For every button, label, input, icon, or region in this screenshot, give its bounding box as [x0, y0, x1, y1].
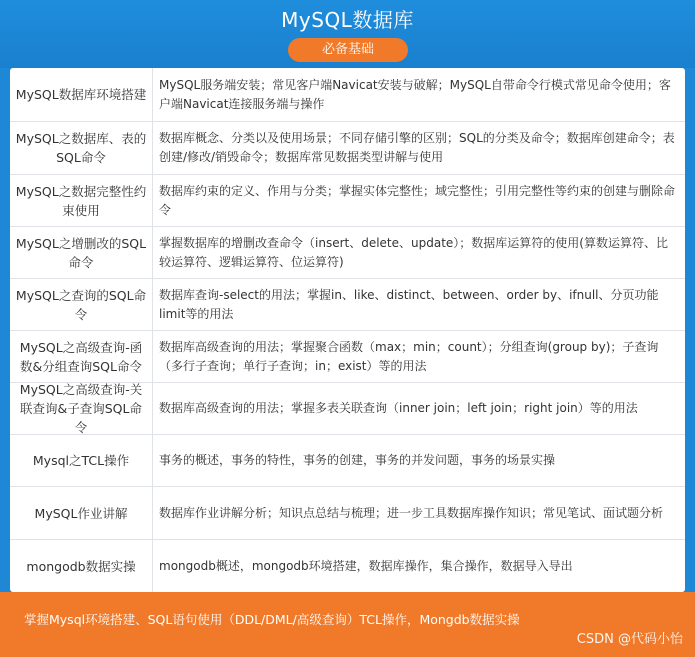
content-cell: MySQL服务端安装；常见客户端Navicat安装与破解；MySQL自带命令行模式常见命令使用；客户端Navicat连接服务端与操作 [159, 77, 671, 111]
summary-text: 掌握Mysql环境搭建、SQL语句使用（DDL/DML/高级查询）TCL操作，Mongdb数据实操 [24, 612, 520, 627]
table-row [10, 68, 685, 122]
table-row [10, 175, 685, 227]
topic-cell: Mysql之TCL操作 [10, 435, 153, 486]
topic-cell: MySQL作业讲解 [10, 487, 153, 539]
content-cell: 数据库概念、分类以及使用场景；不同存储引擎的区别；SQL的分类及命令；数据库创建命令；表创建/修改/销毁命令；数据库常见数据类型讲解与使用 [159, 131, 675, 164]
course-table [10, 68, 685, 592]
content-cell: 事务的概述，事务的特性，事务的创建，事务的并发问题，事务的场景实操 [159, 453, 556, 467]
topic-cell: MySQL之数据库、表的SQL命令 [10, 122, 153, 174]
topic-cell: MySQL数据库环境搭建 [10, 68, 153, 121]
topic-cell: MySQL之高级查询-函数&分组查询SQL命令 [10, 331, 153, 382]
topic-cell: MySQL之数据完整性约束使用 [10, 175, 153, 226]
content-cell: 数据库约束的定义、作用与分类；掌握实体完整性；域完整性；引用完整性等约束的创建与删除命令 [159, 183, 676, 217]
table-row [10, 487, 685, 540]
table-row [10, 279, 685, 331]
topic-cell: mongodb数据实操 [10, 540, 153, 592]
content-cell: 数据库高级查询的用法；掌握聚合函数（max；min；count）；分组查询(group by)；子查询（多行子查询；单行子查询；in；exist）等的用法 [159, 339, 659, 373]
content-cell: 掌握数据库的增删改查命令（insert、delete、update）；数据库运算符的使用(算数运算符、比较运算符、逻辑运算符、位运算符) [159, 235, 668, 269]
content-cell: mongodb概述，mongodb环境搭建，数据库操作，集合操作，数据导入导出 [159, 558, 573, 573]
content-cell: 数据库高级查询的用法；掌握多表关联查询（inner join；left join；right join）等的用法 [159, 401, 638, 415]
topic-cell: MySQL之高级查询-关联查询&子查询SQL命令 [10, 383, 153, 434]
table-row [10, 331, 685, 383]
table-row [10, 227, 685, 279]
content-cell: 数据库查询-select的用法；掌握in、like、distinct、between、order by、ifnull、分页功能limit等的用法 [159, 287, 659, 321]
content-cell: 数据库作业讲解分析；知识点总结与梳理；进一步工具数据库操作知识；常见笔试、面试题分析 [159, 505, 664, 520]
table-row [10, 383, 685, 435]
topic-cell: MySQL之查询的SQL命令 [10, 279, 153, 330]
table-row [10, 122, 685, 175]
table-row [10, 435, 685, 487]
section-badge: 必备基础 [288, 38, 408, 62]
topic-cell: MySQL之增删改的SQL命令 [10, 227, 153, 278]
summary-banner [0, 592, 695, 657]
watermark: CSDN @代码小怡 [576, 632, 683, 647]
page-title: MySQL数据库 [281, 8, 414, 32]
table-row [10, 540, 685, 592]
header [0, 0, 695, 68]
